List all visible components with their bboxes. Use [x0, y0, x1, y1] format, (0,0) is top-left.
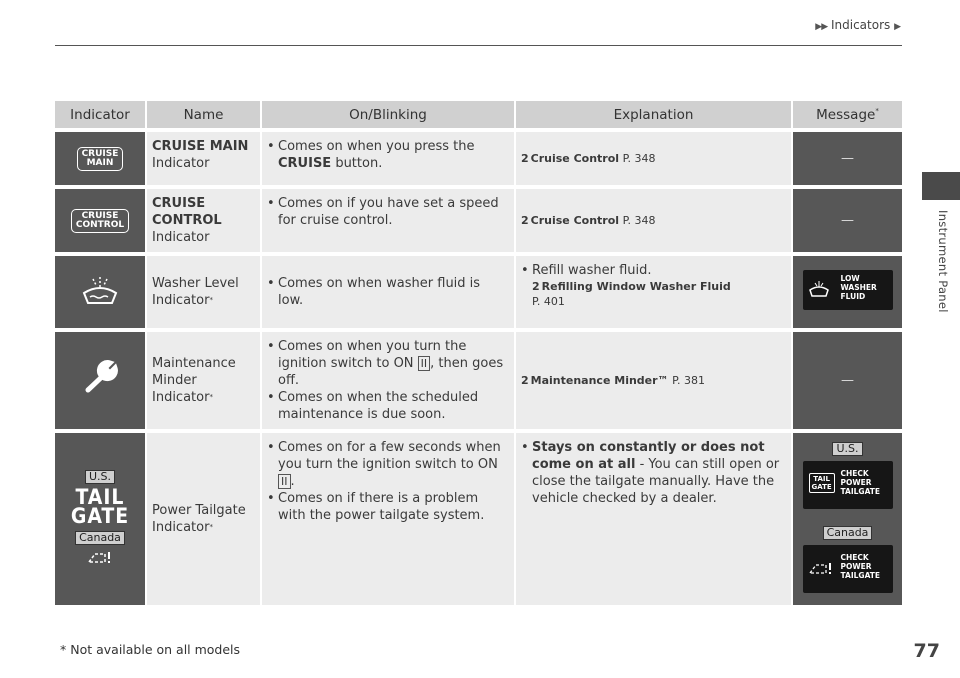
table-row [55, 332, 902, 429]
cruise-control-icon: CRUISE CONTROL [55, 189, 145, 252]
row-on-blinking: • Comes on for a few seconds when you turn the ignition switch to ON II . • Comes on if there is a problem with the power tailgate system. [260, 433, 514, 605]
breadcrumb-arrows: ▶▶ [815, 22, 828, 32]
row-name: CRUISE CONTROL Indicator [145, 189, 260, 252]
cruise-main-icon: CRUISE MAIN [55, 132, 145, 185]
table-header-row [55, 101, 902, 128]
washer-fluid-icon [808, 280, 830, 298]
chapter-label: Instrument Panel [936, 210, 950, 313]
indicators-table [55, 97, 902, 609]
table-row [55, 132, 902, 185]
tailgate-warning-icon [87, 549, 113, 565]
row-message: U.S. TAIL GATE CHECK POWER TAILGATE Canada CHECK POWER TAILGATE [791, 433, 902, 605]
row-explanation [514, 332, 791, 429]
breadcrumb [815, 18, 900, 32]
cross-reference: 2 Cruise Control P. 348 [521, 152, 656, 165]
row-on-blinking: • Comes on if you have set a speed for cruise control. [260, 189, 514, 252]
row-explanation: • Stays on constantly or does not come on at all - You can still open or close the tailgate manually. Have the vehicle checked by a dealer. [514, 433, 791, 605]
check-power-tailgate-message-us: TAIL GATE CHECK POWER TAILGATE [803, 461, 893, 509]
row-message: — [791, 189, 902, 252]
row-message: — [791, 332, 902, 429]
table-row [55, 433, 902, 605]
row-name: Washer Level Indicator* [145, 256, 260, 328]
row-explanation [514, 132, 791, 185]
page-number: 77 [913, 640, 940, 662]
row-explanation: • Refill washer fluid. 2 Refilling Window Washer Fluid P. 401 [514, 256, 791, 328]
row-on-blinking: • Comes on when you press the CRUISE button. [260, 132, 514, 185]
col-message: Message* [791, 101, 902, 128]
power-tailgate-icon: U.S. TAIL GATE Canada [55, 433, 145, 605]
col-indicator: Indicator [55, 101, 145, 128]
cross-reference: 2 Maintenance Minder™ P. 381 [521, 374, 705, 387]
tailgate-warning-icon [808, 560, 834, 576]
row-message [791, 256, 902, 328]
row-explanation [514, 189, 791, 252]
tailgate-icon: TAIL GATE [809, 473, 835, 493]
cross-reference: 2 Refilling Window Washer Fluid P. 401 [532, 280, 731, 308]
wrench-icon [55, 332, 145, 429]
breadcrumb-arrow: ▶ [894, 22, 900, 32]
row-on-blinking: • Comes on when you turn the ignition switch to ON II , then goes off. • Comes on when the scheduled maintenance is due soon. [260, 332, 514, 429]
breadcrumb-section: Indicators [830, 18, 891, 32]
washer-fluid-icon [55, 256, 145, 328]
table-row [55, 189, 902, 252]
low-washer-fluid-message: LOW WASHER FLUID [803, 270, 893, 310]
col-name: Name [145, 101, 260, 128]
col-explanation: Explanation [514, 101, 791, 128]
col-on-blinking: On/Blinking [260, 101, 514, 128]
chapter-tab [922, 172, 960, 200]
row-name: Maintenance Minder Indicator* [145, 332, 260, 429]
check-power-tailgate-message-canada: CHECK POWER TAILGATE [803, 545, 893, 593]
row-name: Power Tailgate Indicator* [145, 433, 260, 605]
row-name: CRUISE MAIN Indicator [145, 132, 260, 185]
table-row [55, 256, 902, 328]
row-on-blinking: • Comes on when washer fluid is low. [260, 256, 514, 328]
header-rule [55, 45, 902, 46]
cross-reference: 2 Cruise Control P. 348 [521, 214, 656, 227]
footnote: * Not available on all models [60, 642, 241, 657]
row-message: — [791, 132, 902, 185]
